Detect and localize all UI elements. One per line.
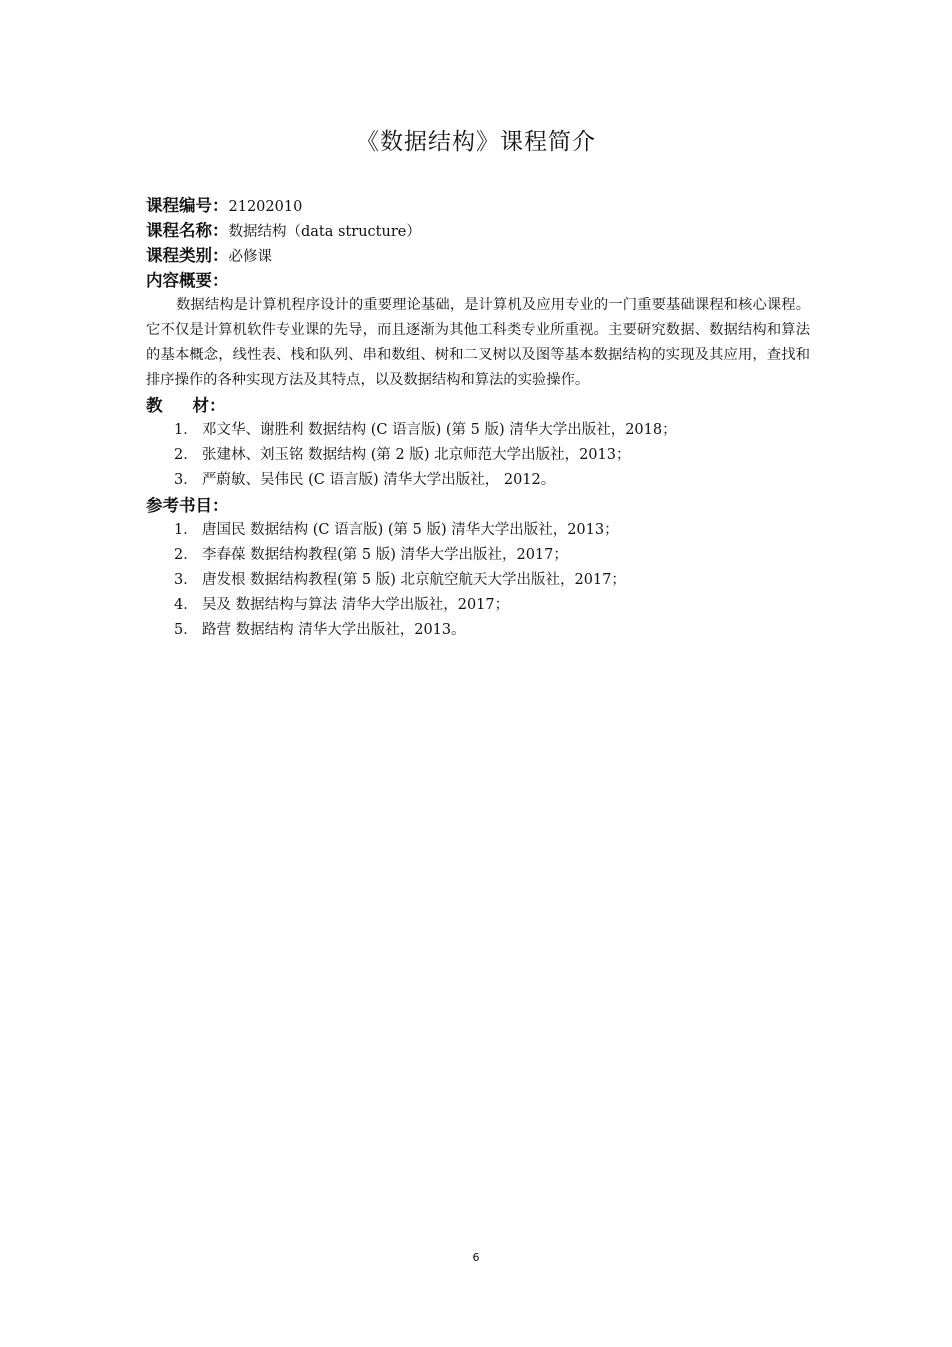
page-title: 《数据结构》课程简介 <box>356 129 596 155</box>
course-type-value: 必修课 <box>228 249 272 265</box>
textbooks-heading-part1: 教 <box>146 396 163 415</box>
course-name-label: 课程名称： <box>146 221 229 240</box>
summary-paragraph: 数据结构是计算机程序设计的重要理论基础，是计算机及应用专业的一门重要基础课程和核心课程。它不仅是计算机软件专业课的先导，而且逐渐为其他工科类专业所重视。主要研究数据、数据结构和算法的基本概念，线性表、栈和队列、串和数组、树和二叉树以及图等基本数据结构的实现及其应用，查找和排序操作的各种实现方法及其特点，以及数据结构和算法的实验操作。 <box>146 297 810 388</box>
course-code-label: 课程编号： <box>146 196 229 215</box>
summary-heading: 内容概要： <box>146 271 229 290</box>
textbooks-heading <box>146 393 810 418</box>
list-item: 1． 邓文华、谢胜利 数据结构 (C 语言版) (第 5 版) 清华大学出版社，2018； <box>174 422 677 438</box>
course-name-row <box>146 218 810 243</box>
list-item: 2． 张建林、刘玉铭 数据结构 (第 2 版) 北京师范大学出版社，2013； <box>174 447 631 463</box>
list-item: 3． 严蔚敏、吴伟民 (C 语言版) 清华大学出版社， 2012。 <box>174 472 556 488</box>
list-item: 4． 吴及 数据结构与算法 清华大学出版社，2017； <box>174 597 510 613</box>
references-heading: 参考书目： <box>146 496 229 515</box>
course-code-row <box>146 193 810 218</box>
page-number: 6 <box>472 1251 480 1264</box>
list-item: 1． 唐国民 数据结构 (C 语言版) (第 5 版) 清华大学出版社，2013； <box>174 522 619 538</box>
course-type-row <box>146 243 810 268</box>
document-body <box>146 193 810 643</box>
list-item: 2． 李春葆 数据结构教程(第 5 版) 清华大学出版社，2017； <box>174 547 568 563</box>
course-code-value: 21202010 <box>228 199 303 215</box>
course-type-label: 课程类别： <box>146 246 229 265</box>
course-name-value: 数据结构（data structure） <box>228 224 421 240</box>
list-item: 3． 唐发根 数据结构教程(第 5 版) 北京航空航天大学出版社，2017； <box>174 572 626 588</box>
textbooks-list <box>146 418 810 493</box>
textbooks-heading-part2: 材： <box>192 396 226 415</box>
list-item: 5． 路营 数据结构 清华大学出版社，2013。 <box>174 622 466 638</box>
references-list <box>146 518 810 643</box>
